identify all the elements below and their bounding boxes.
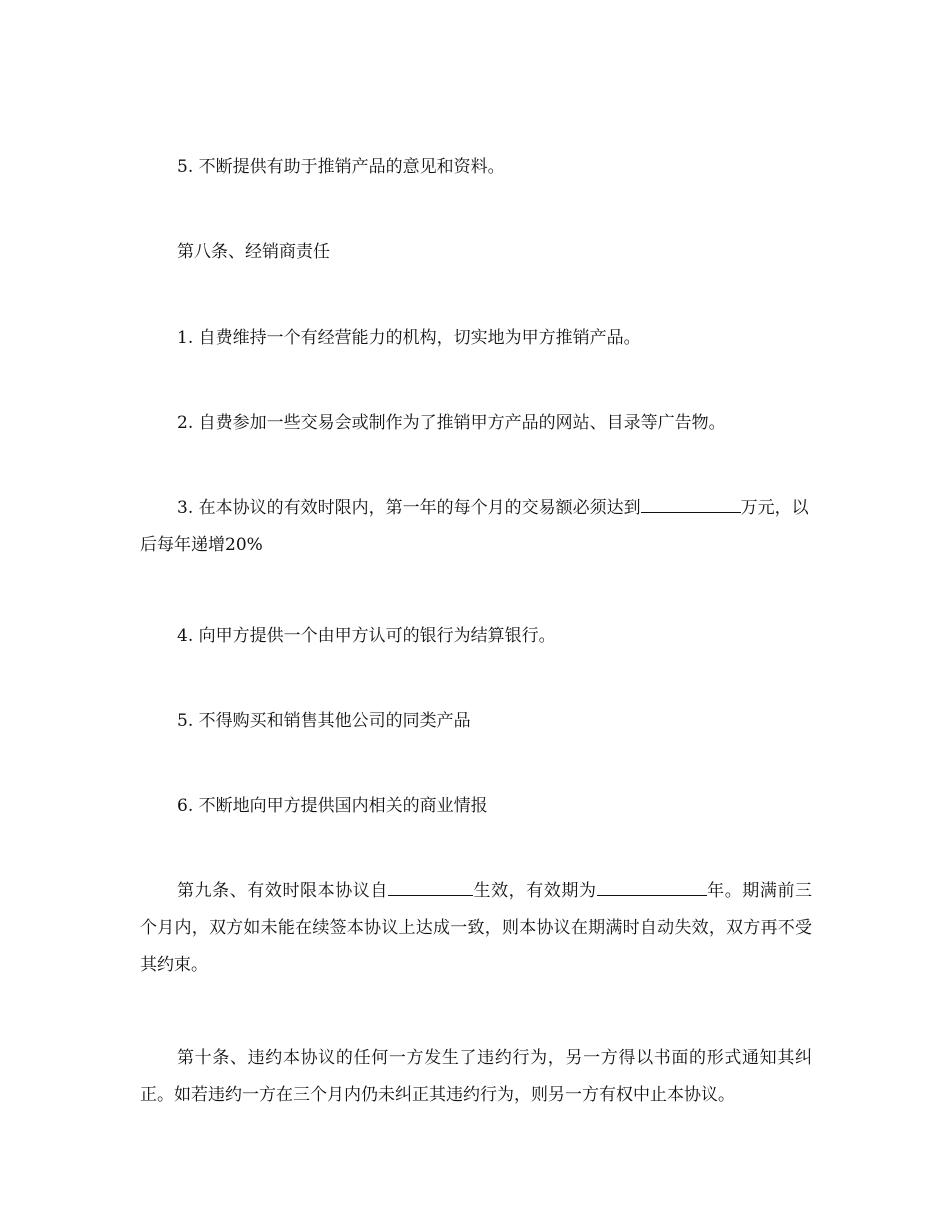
article-8-item-2: 2. 自费参加一些交易会或制作为了推销甲方产品的网站、目录等广告物。	[177, 413, 726, 433]
article-10-paragraph: 第十条、违约本协议的任何一方发生了违约行为，另一方得以书面的形式通知其纠正。如若违约一方在三个月内仍未纠正其违约行为，则另一方有权中止本协议。	[140, 1048, 812, 1105]
sales-amount-blank	[641, 493, 741, 513]
article-8-item-5: 5. 不得购买和销售其他公司的同类产品	[177, 711, 471, 731]
effective-date-blank	[388, 876, 473, 896]
article-9-text-3: 年。期满前三个月内，双方如未能在续签本协议上达成一致，则本协议在期满时自动失效，双方再不受其约束。	[140, 881, 813, 975]
article-8-item-4: 4. 向甲方提供一个由甲方认可的银行为结算银行。	[177, 626, 556, 646]
article-8-item-3-continuation: 万元，以后每年递增20%	[140, 498, 809, 555]
item-5-supplier-duty: 5. 不断提供有助于推销产品的意见和资料。	[177, 157, 505, 177]
article-8-heading: 第八条、经销商责任	[177, 242, 330, 262]
validity-years-blank	[597, 876, 707, 896]
article-8-item-3	[140, 490, 812, 564]
article-9-text-2: 生效，有效期为	[472, 881, 597, 901]
article-8-item-6: 6. 不断地向甲方提供国内相关的商业情报	[177, 796, 488, 816]
article-9-paragraph	[140, 873, 812, 984]
article-8-item-3-text: 3. 在本协议的有效时限内，第一年的每个月的交易额必须达到	[177, 498, 641, 518]
article-9-text-1: 第九条、有效时限本协议自	[177, 881, 388, 901]
article-8-item-1: 1. 自费维持一个有经营能力的机构，切实地为甲方推销产品。	[177, 328, 641, 348]
